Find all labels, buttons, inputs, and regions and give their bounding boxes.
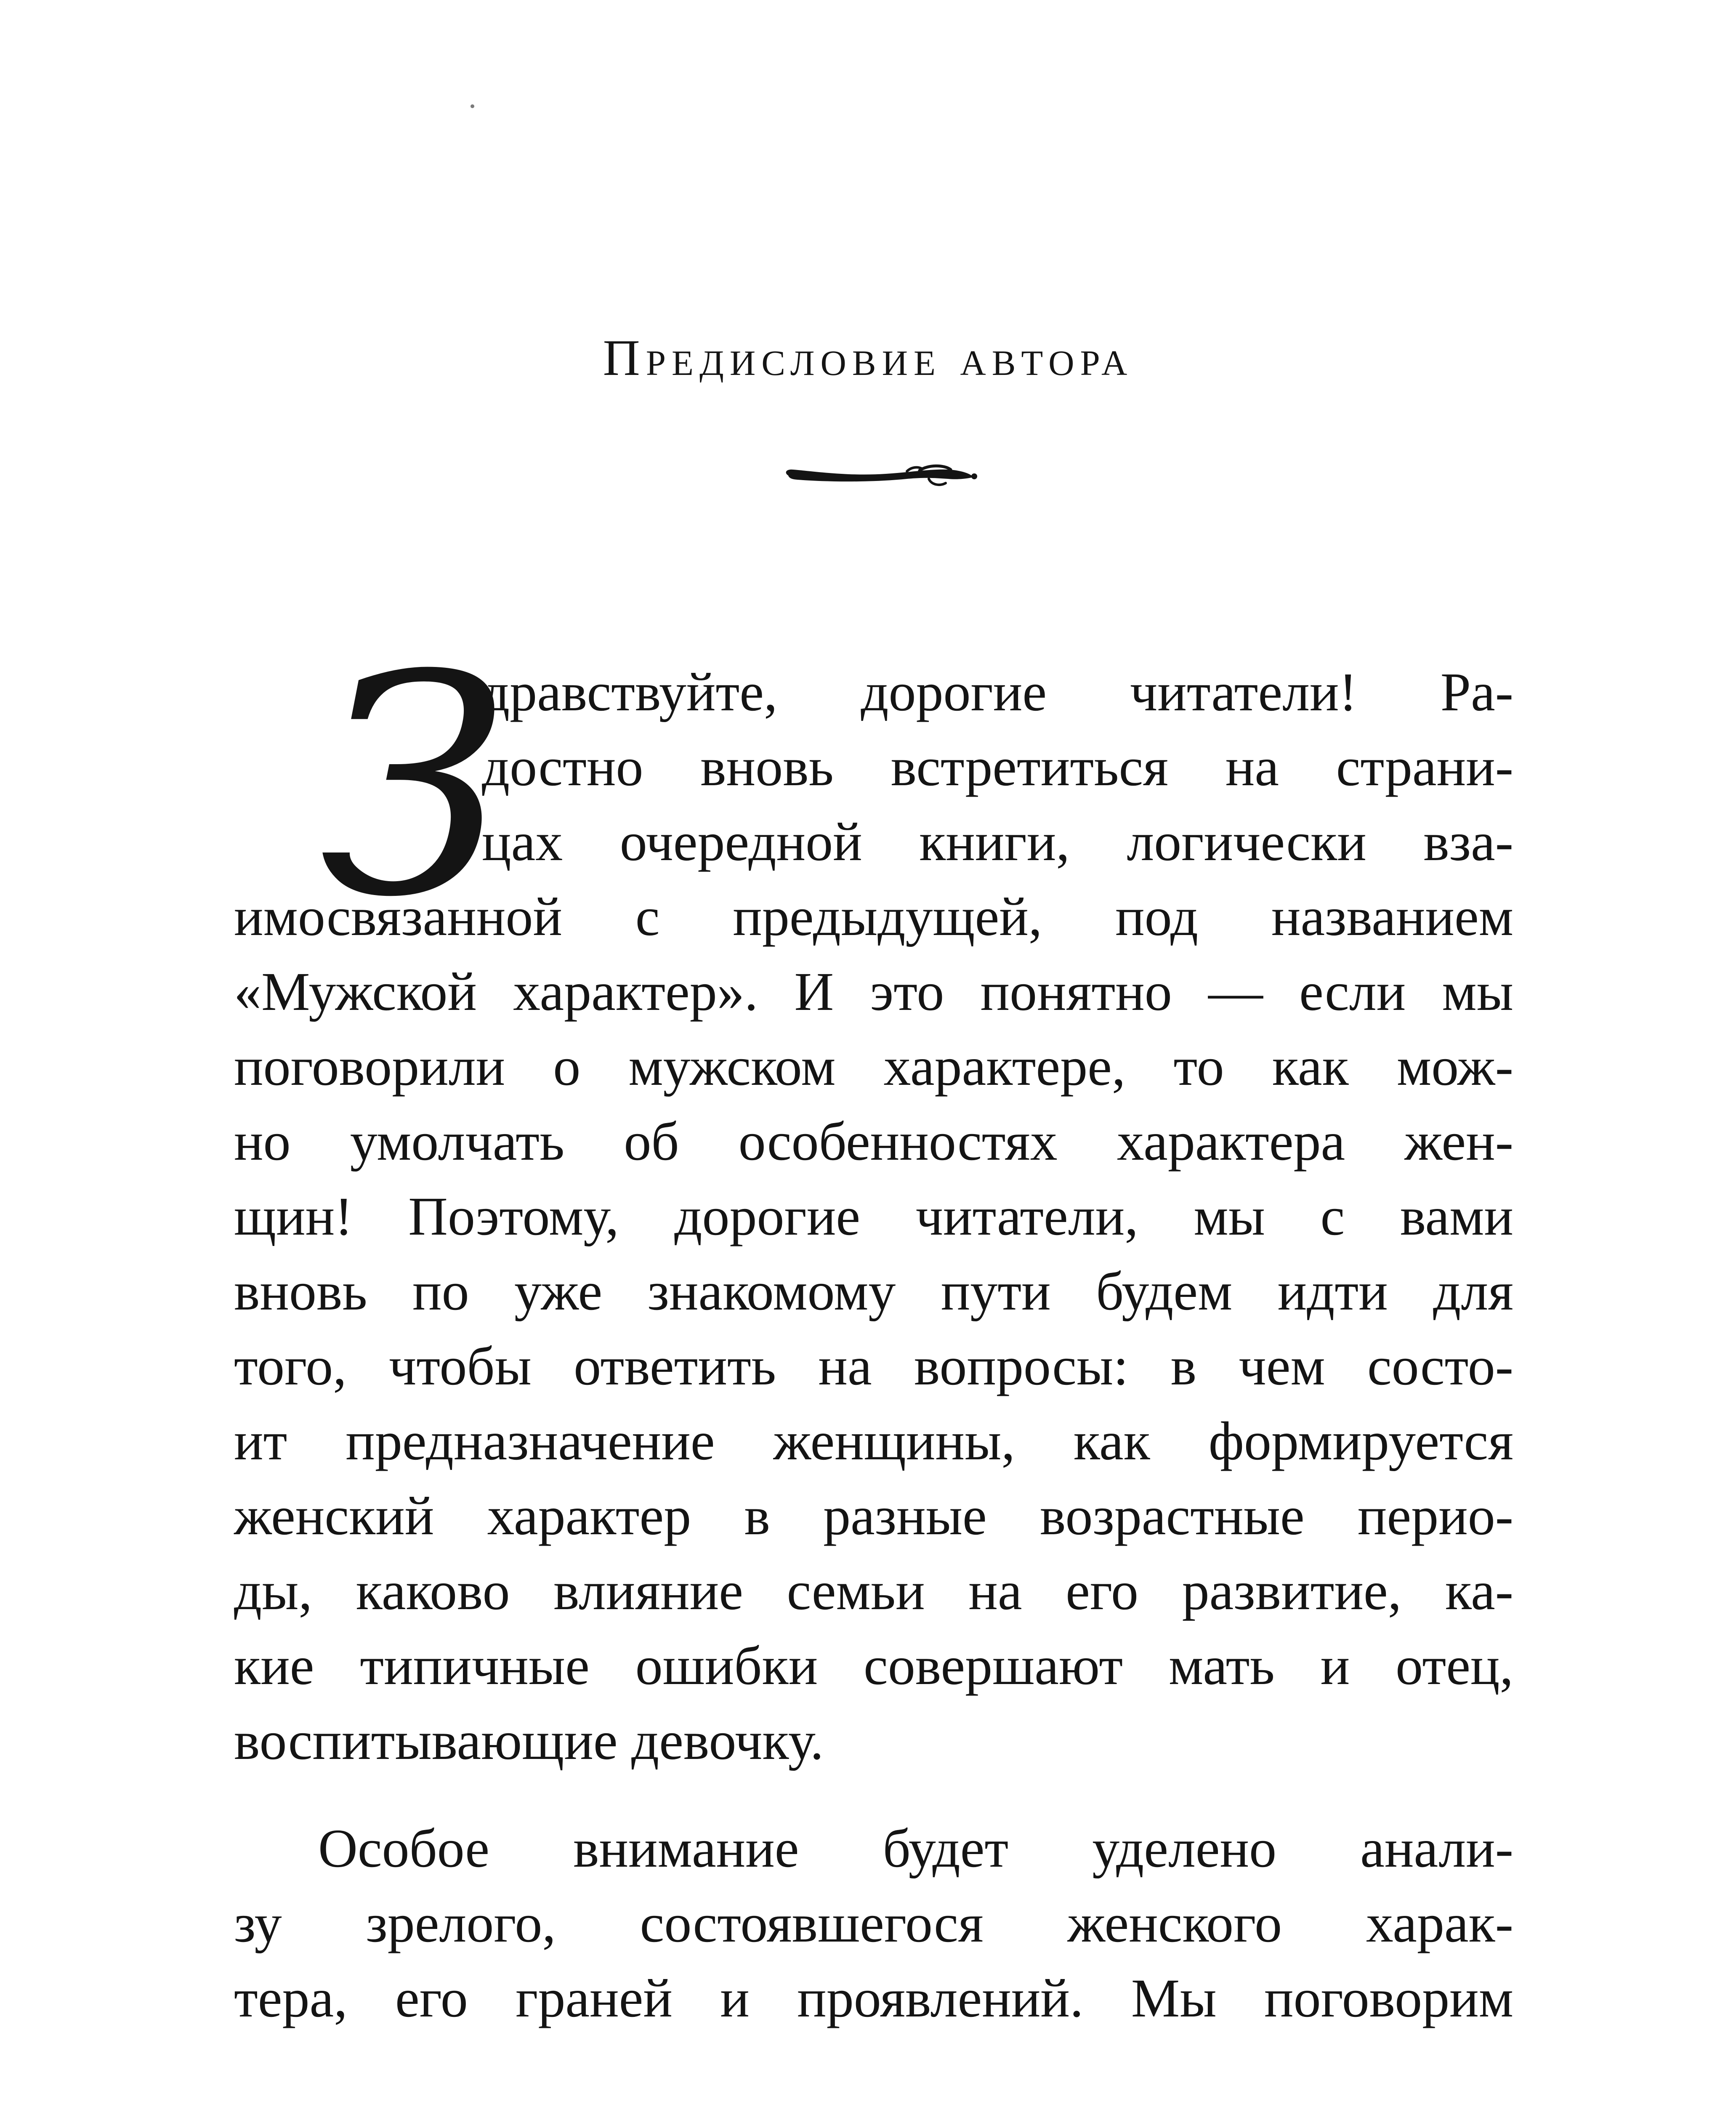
paragraph-1-line-10: того, чтобы ответить на вопросы: в чем состо- (234, 1336, 1513, 1397)
print-speck (471, 104, 474, 108)
flourish-divider-icon (781, 454, 978, 497)
paragraph-1-line-5: «Мужской характер». И это понятно — если мы (234, 962, 1513, 1022)
paragraph-1-line-2: достно вновь встретиться на страни- (482, 737, 1513, 797)
paragraph-1-line-9: вновь по уже знакомому пути будем идти для (234, 1261, 1513, 1322)
paragraph-2-line-2: зу зрелого, состоявшегося женского харак- (234, 1893, 1513, 1954)
paragraph-1-line-8: щин! Поэтому, дорогие читатели, мы с вами (234, 1186, 1513, 1247)
paragraph-1-line-15: воспитывающие девочку. (234, 1711, 824, 1771)
paragraph-1-line-4: имосвязанной с предыдущей, под названием (234, 887, 1513, 947)
drop-cap-letter: З (320, 611, 509, 963)
paragraph-1-line-13: ды, каково влияние семьи на его развитие, ка- (234, 1561, 1513, 1621)
paragraph-1-line-6: поговорили о мужском характере, то как мож- (234, 1036, 1513, 1097)
paragraph-2-line-1: Особое внимание будет уделено анали- (318, 1818, 1513, 1879)
paragraph-2-line-3: тера, его граней и проявлений. Мы поговорим (234, 1968, 1513, 2029)
paragraph-1-line-11: ит предназначение женщины, как формируется (234, 1411, 1513, 1472)
paragraph-1-line-14: кие типичные ошибки совершают мать и отец, (234, 1636, 1513, 1696)
paragraph-1-line-7: но умолчать об особенностях характера жен- (234, 1111, 1513, 1172)
chapter-title: Предисловие автора (603, 329, 1133, 386)
paragraph-1-line-1: дравствуйте, дорогие читатели! Ра- (482, 662, 1513, 723)
paragraph-1-line-3: цах очередной книги, логически вза- (482, 812, 1513, 872)
paragraph-1-line-12: женский характер в разные возрастные перио- (234, 1486, 1513, 1546)
